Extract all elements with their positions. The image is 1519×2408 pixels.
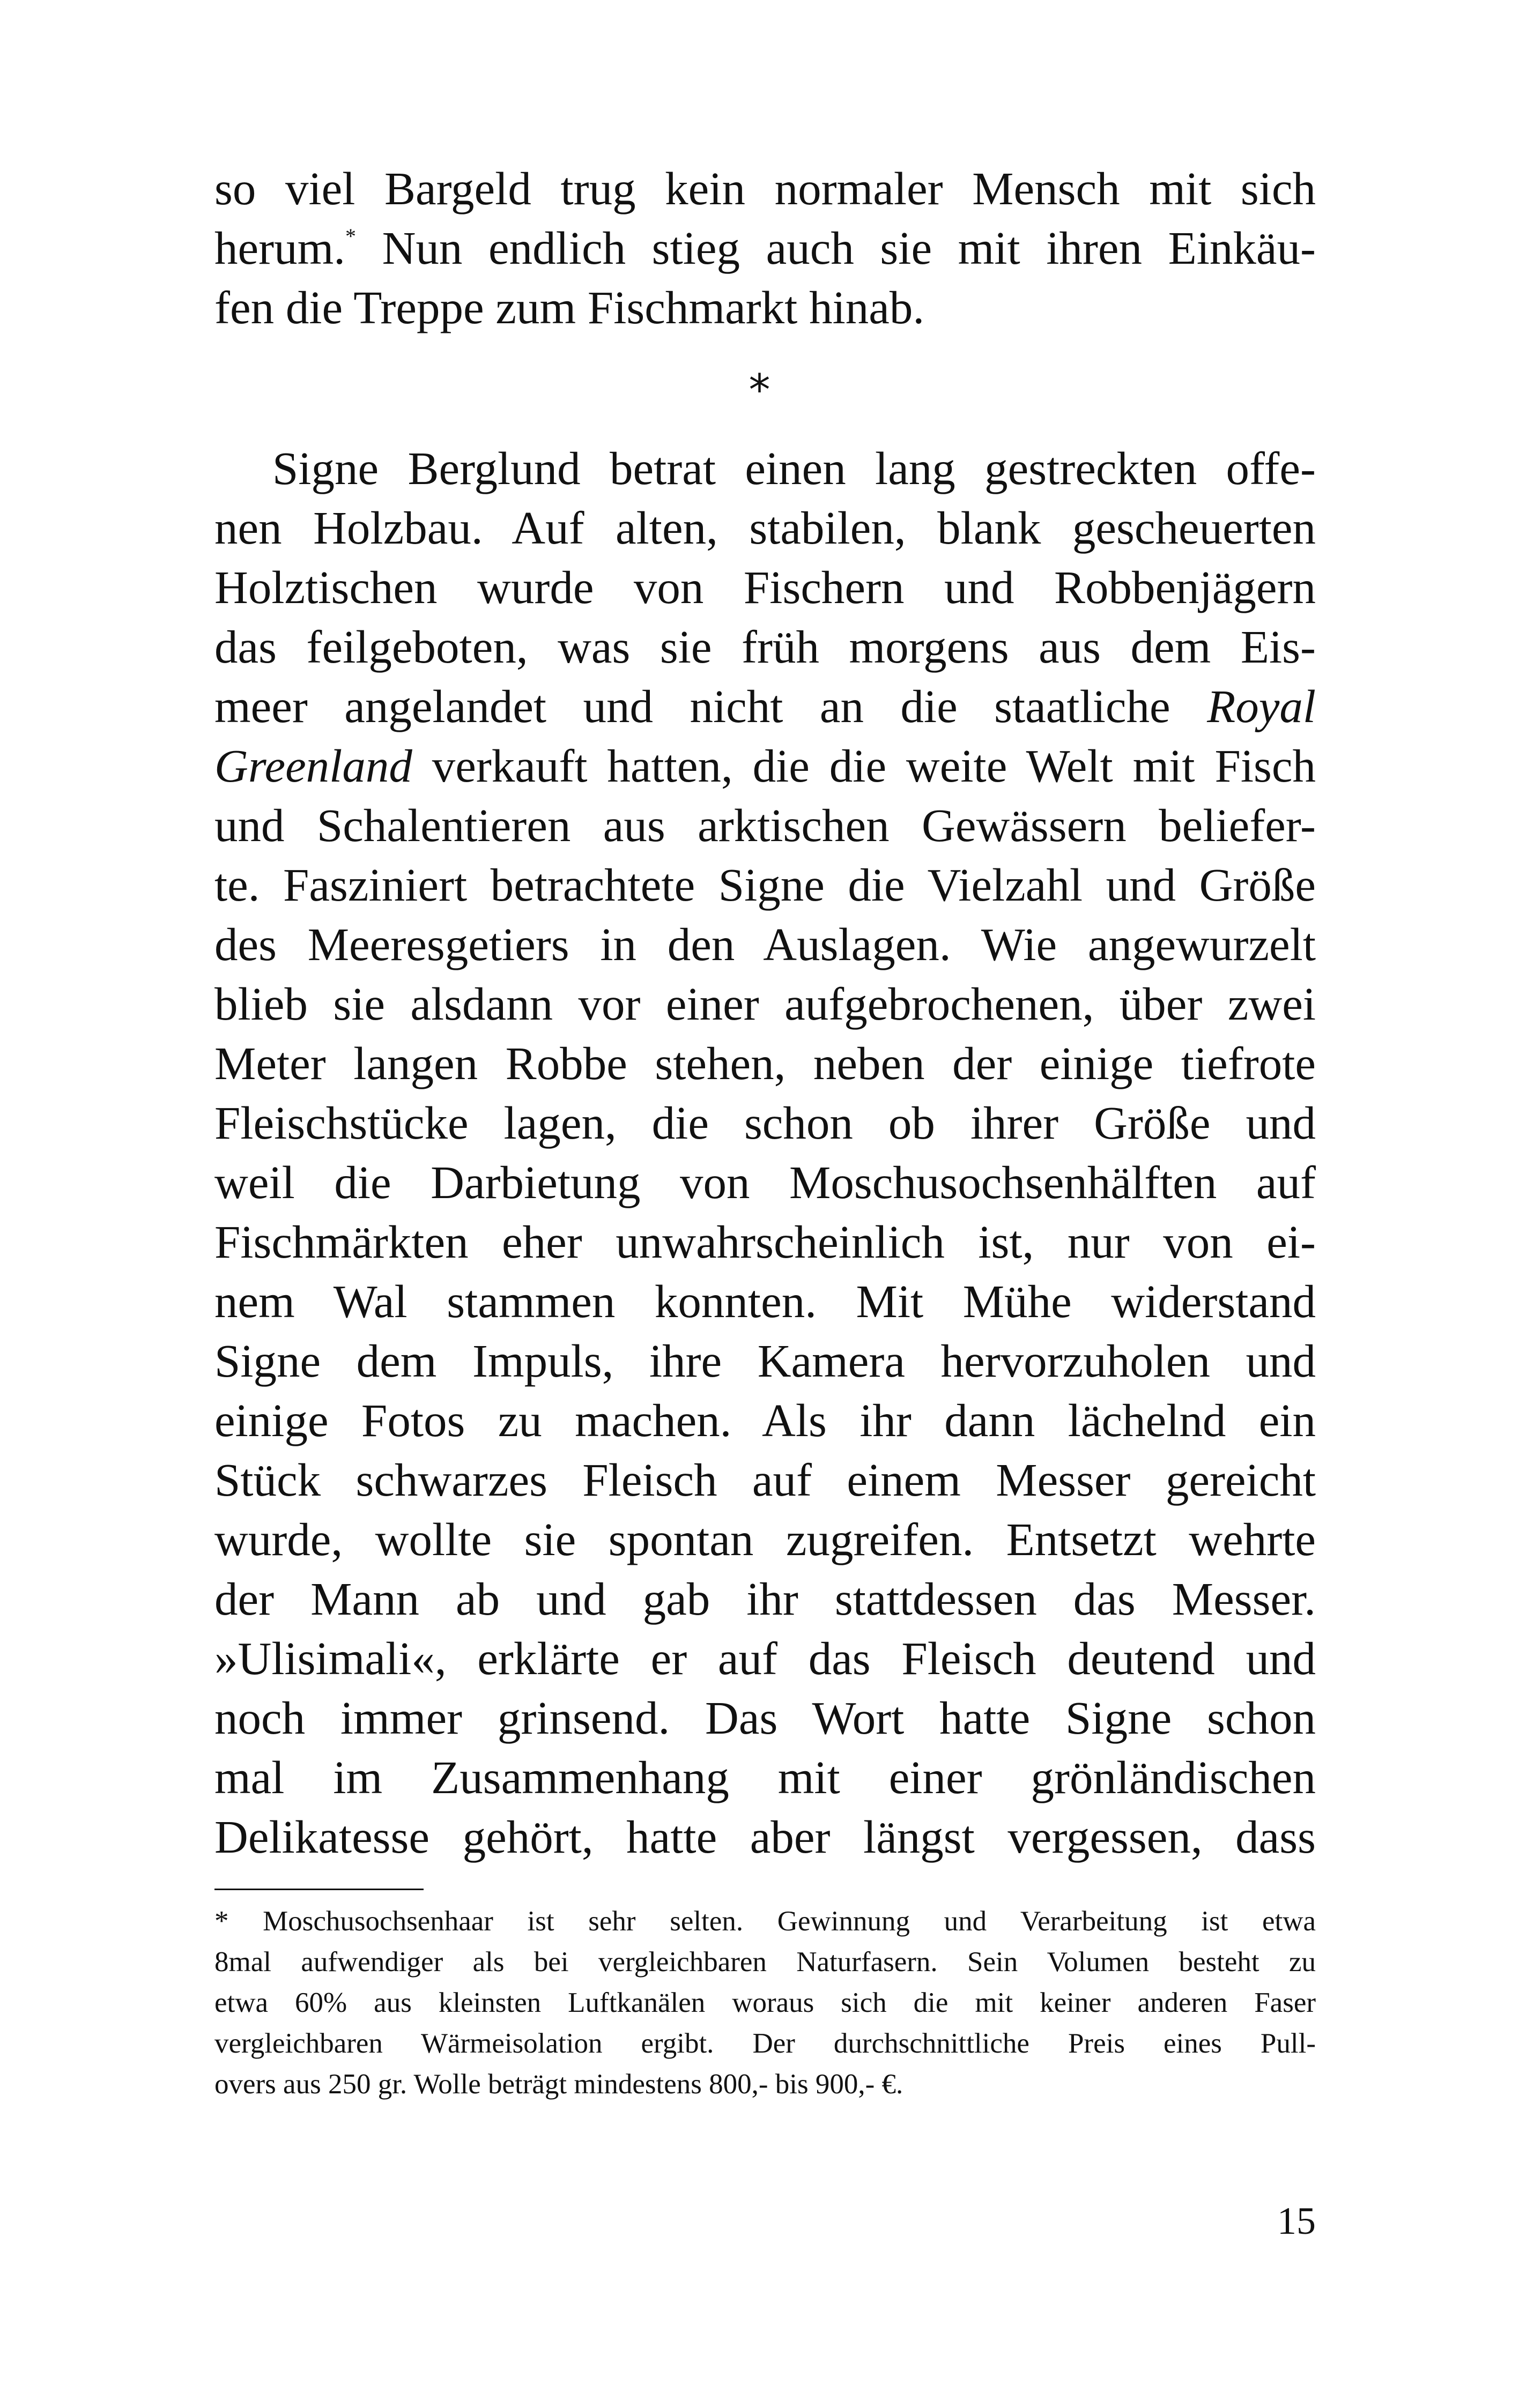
text-fragment: herum. xyxy=(214,222,346,274)
text-line: fen die Treppe zum Fischmarkt hinab. xyxy=(214,281,925,333)
top-paragraph xyxy=(214,159,1316,337)
text-line: des Meeresgetiers in den Auslagen. Wie angewurzelt xyxy=(214,918,1316,970)
text-line xyxy=(214,677,1316,736)
text-line: Signe Berglund betrat einen lang gestreckten offe- xyxy=(272,442,1316,494)
text-line: nen Holzbau. Auf alten, stabilen, blank gescheuerten xyxy=(214,502,1316,554)
italic-brand-name: Greenland xyxy=(214,740,412,792)
footnote-divider xyxy=(214,1889,424,1890)
text-line: weil die Darbietung von Moschusochsenhälften auf xyxy=(214,1156,1316,1208)
text-line xyxy=(214,218,1316,278)
footnote-line: * Moschusochsenhaar ist sehr selten. Gewinnung und Verarbeitung ist etwa xyxy=(214,1906,1316,1937)
footnote xyxy=(214,1901,1316,2105)
footnote-reference: * xyxy=(345,224,357,248)
text-line: Delikatesse gehört, hatte aber längst vergessen, dass xyxy=(214,1811,1316,1863)
section-break-asterisk xyxy=(0,365,1519,415)
text-line: einige Fotos zu machen. Als ihr dann lächelnd ein xyxy=(214,1394,1316,1446)
text-line: blieb sie alsdann vor einer aufgebrochenen, über zwei xyxy=(214,978,1316,1030)
footnote-line: overs aus 250 gr. Wolle beträgt mindestens 800,- bis 900,- €. xyxy=(214,2069,903,2100)
footnote-line: 8mal aufwendiger als bei vergleichbaren Naturfasern. Sein Volumen besteht zu xyxy=(214,1946,1316,1978)
text-line: noch immer grinsend. Das Wort hatte Signe schon xyxy=(214,1692,1316,1744)
text-line: »Ulisimali«, erklärte er auf das Fleisch deutend und xyxy=(214,1632,1316,1684)
footnote-line: vergleichbaren Wärmeisolation ergibt. Der durchschnittliche Preis eines Pull- xyxy=(214,2028,1316,2059)
footnote-line: etwa 60% aus kleinsten Luftkanälen woraus sich die mit keiner anderen Faser xyxy=(214,1987,1316,2018)
text-line: Meter langen Robbe stehen, neben der einige tiefrote xyxy=(214,1037,1316,1089)
text-line: Signe dem Impuls, ihre Kamera hervorzuholen und xyxy=(214,1335,1316,1387)
text-line xyxy=(214,736,1316,796)
text-line: Fleischstücke lagen, die schon ob ihrer Größe und xyxy=(214,1097,1316,1149)
page-number: 15 xyxy=(1277,2199,1316,2242)
text-line: Stück schwarzes Fleisch auf einem Messer gereicht xyxy=(214,1454,1316,1506)
text-line: te. Fasziniert betrachtete Signe die Vielzahl und Größe xyxy=(214,859,1316,911)
text-line: nem Wal stammen konnten. Mit Mühe widerstand xyxy=(214,1275,1316,1327)
text-fragment: verkauft hatten, die die weite Welt mit Fisch xyxy=(412,740,1316,792)
main-paragraph xyxy=(214,439,1316,1867)
text-fragment: meer angelandet und nicht an die staatliche xyxy=(214,680,1207,732)
text-line: der Mann ab und gab ihr stattdessen das Messer. xyxy=(214,1573,1316,1625)
italic-brand-name: Royal xyxy=(1207,680,1316,732)
text-line: Holztischen wurde von Fischern und Robbenjägern xyxy=(214,561,1316,613)
text-line: und Schalentieren aus arktischen Gewässern beliefer- xyxy=(214,799,1316,851)
text-fragment: Nun endlich stieg auch sie mit ihren Einkäu- xyxy=(356,222,1316,274)
text-line: wurde, wollte sie spontan zugreifen. Entsetzt wehrte xyxy=(214,1513,1316,1565)
text-line: Fischmärkten eher unwahrscheinlich ist, nur von ei- xyxy=(214,1216,1316,1268)
asterisk-glyph: * xyxy=(749,365,770,415)
text-line: mal im Zusammenhang mit einer grönländischen xyxy=(214,1751,1316,1803)
text-line: so viel Bargeld trug kein normaler Mensch mit sich xyxy=(214,162,1316,214)
text-line: das feilgeboten, was sie früh morgens aus dem Eis- xyxy=(214,621,1316,673)
